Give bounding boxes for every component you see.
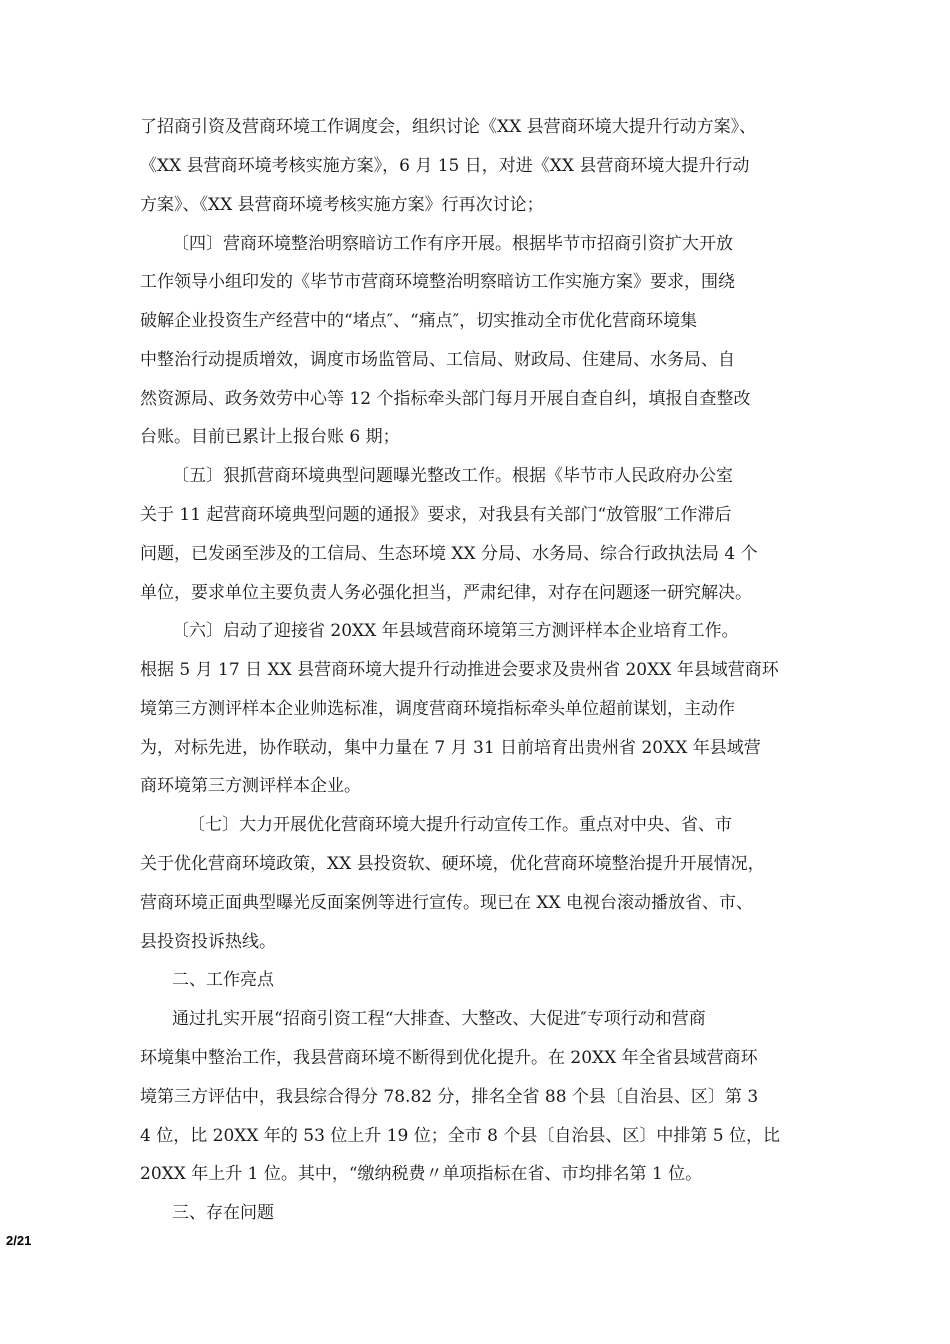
- text-line: 营商环境正面典型曝光反面案例等进行宣传。现已在 XX 电视台滚动播放省、市、: [140, 893, 754, 913]
- text-line: 方案》、《XX 县营商环境考核实施方案》行再次讨论；: [140, 195, 544, 215]
- text-line: 〔五〕狠抓营商环境典型问题曝光整改工作。根据《毕节市人民政府办公室: [172, 466, 733, 486]
- text-line: 中整治行动提质增效，调度市场监管局、工信局、财政局、住建局、水务局、自: [140, 350, 735, 370]
- text-line: 工作领导小组印发的《毕节市营商环境整治明察暗访工作实施方案》要求，围绕: [140, 272, 735, 292]
- section-heading: 二、工作亮点: [172, 970, 274, 990]
- text-line: 《XX 县营商环境考核实施方案》，6 月 15 日，对进《XX 县营商环境大提升行动: [140, 156, 750, 176]
- text-line: 〔六〕启动了迎接省 20XX 年县域营商环境第三方测评样本企业培育工作。: [172, 621, 739, 641]
- text-line: 环境集中整治工作，我县营商环境不断得到优化提升。在 20XX 年全省县域营商环: [140, 1048, 758, 1068]
- text-line: 20XX 年上升 1 位。其中，“缴纳税费〃单项指标在省、市均排名第 1 位。: [140, 1164, 703, 1184]
- text-line: 然资源局、政务效劳中心等 12 个指标牵头部门每月开展自查自纠，填报自查整改: [140, 389, 751, 409]
- text-line: 县投资投诉热线。: [140, 932, 276, 952]
- text-line: 〔七〕大力开展优化营商环境大提升行动宣传工作。重点对中央、省、市: [188, 815, 732, 835]
- text-line: 问题，已发函至涉及的工信局、生态环境 XX 分局、水务局、综合行政执法局 4 个: [140, 544, 758, 564]
- text-line: 关于 11 起营商环境典型问题的通报》要求，对我县有关部门“放管服″工作滞后: [140, 505, 732, 525]
- text-line: 单位，要求单位主要负责人务必强化担当，严肃纪律，对存在问题逐一研究解决。: [140, 583, 752, 603]
- text-line: 商环境第三方测评样本企业。: [140, 776, 361, 796]
- text-line: 〔四〕营商环境整治明察暗访工作有序开展。根据毕节市招商引资扩大开放: [172, 234, 733, 254]
- text-line: 境第三方测评样本企业帅选标准，调度营商环境指标牵头单位超前谋划，主动作: [140, 699, 735, 719]
- page-number: 2/21: [6, 1233, 32, 1248]
- text-line: 境第三方评估中，我县综合得分 78.82 分，排名全省 88 个县〔自治县、区〕第 3: [140, 1087, 759, 1107]
- text-line: 通过扎实开展“招商引资工程“大排查、大整改、大促进″专项行动和营商: [172, 1009, 706, 1029]
- text-line: 台账。目前已累计上报台账 6 期；: [140, 427, 400, 447]
- text-line: 破解企业投资生产经营中的“堵点″、“痛点″，切实推动全市优化营商环境集: [140, 311, 698, 331]
- text-line: 为，对标先进，协作联动，集中力量在 7 月 31 日前培育出贵州省 20XX 年县域营: [140, 738, 761, 758]
- text-line: 4 位，比 20XX 年的 53 位上升 19 位；全市 8 个县〔自治县、区〕中排第 5 位，比: [140, 1126, 780, 1146]
- text-line: 了招商引资及营商环境工作调度会，组织讨论《XX 县营商环境大提升行动方案》、: [140, 117, 757, 137]
- section-heading: 三、存在问题: [172, 1203, 274, 1223]
- text-line: 关于优化营商环境政策，XX 县投资软、硬环境，优化营商环境整治提升开展情况，: [140, 854, 765, 874]
- text-line: 根据 5 月 17 日 XX 县营商环境大提升行动推进会要求及贵州省 20XX 年县域营商环: [140, 660, 779, 680]
